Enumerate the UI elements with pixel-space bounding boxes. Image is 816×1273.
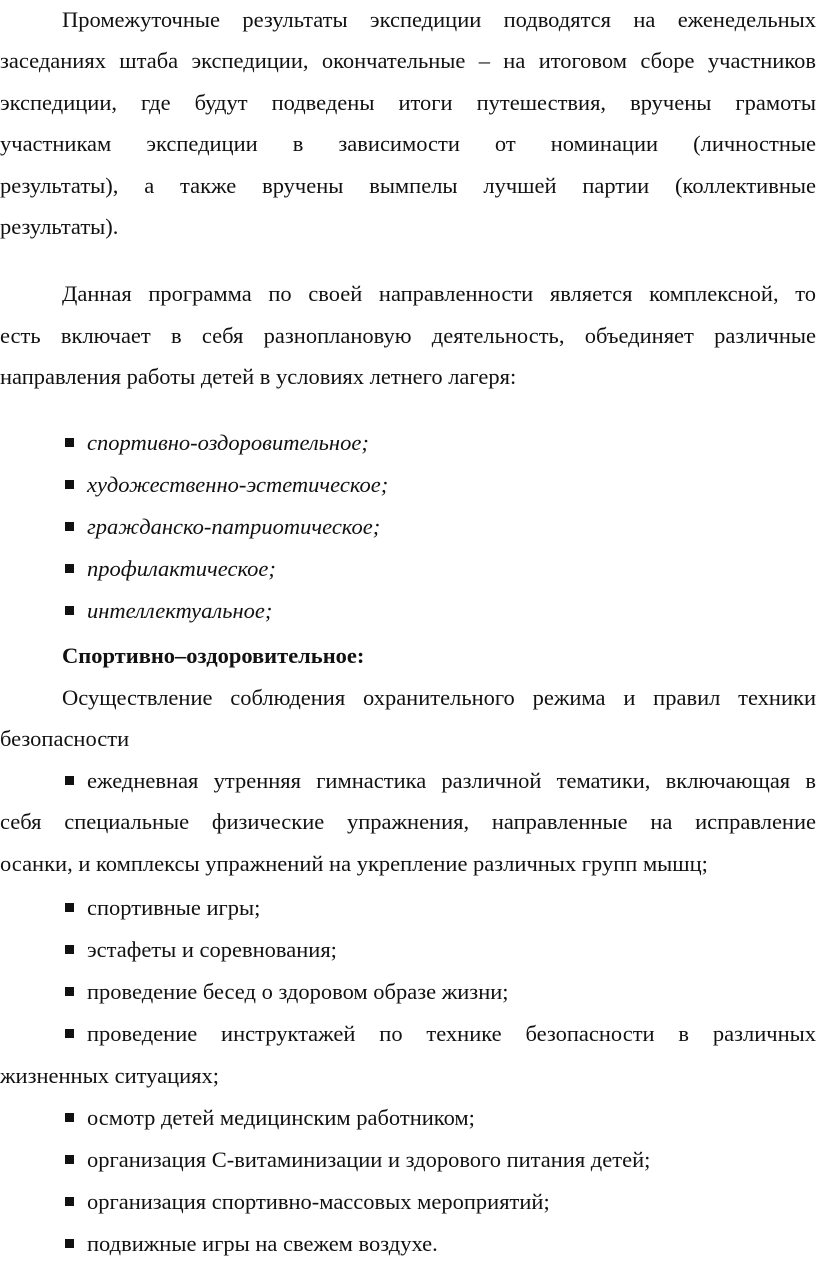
list-item: проведение бесед о здоровом образе жизни;: [0, 977, 816, 1007]
list-item: осмотр детей медицинским работником;: [0, 1103, 816, 1133]
list-item: художественно-эстетическое;: [0, 470, 816, 500]
list-item: профилактическое;: [0, 554, 816, 584]
list-item: организация С-витаминизации и здорового питания детей;: [0, 1145, 816, 1175]
list-item-continuation: себя специальные физические упражнения, направленные на исправление: [0, 809, 816, 834]
list-item: спортивные игры;: [0, 893, 816, 923]
paragraph-line: есть включает в себя разноплановую деятельность, объединяет различные: [0, 323, 816, 348]
list-item: ежедневная утренняя гимнастика различной тематики, включающая в: [0, 766, 816, 796]
paragraph-line: заседаниях штаба экспедиции, окончательные – на итоговом сборе участников: [0, 48, 816, 73]
paragraph-line: результаты).: [0, 214, 119, 239]
list-item-continuation: осанки, и комплексы упражнений на укрепление различных групп мышц;: [0, 851, 708, 876]
paragraph-line: безопасности: [0, 726, 130, 751]
list-item: спортивно-оздоровительное;: [0, 428, 816, 458]
paragraph-line: экспедиции, где будут подведены итоги путешествия, вручены грамоты: [0, 90, 816, 115]
list-item: подвижные игры на свежем воздухе.: [0, 1229, 816, 1259]
list-item: интеллектуальное;: [0, 596, 816, 626]
paragraph-line: результаты), а также вручены вымпелы лучшей партии (коллективные: [0, 173, 816, 198]
list-item-continuation: жизненных ситуациях;: [0, 1063, 220, 1088]
list-item: организация спортивно-массовых мероприятий;: [0, 1187, 816, 1217]
paragraph-line: Промежуточные результаты экспедиции подводятся на еженедельных: [62, 7, 816, 32]
paragraph-line: Осуществление соблюдения охранительного режима и правил техники: [62, 685, 816, 710]
list-item: гражданско-патриотическое;: [0, 512, 816, 542]
list-item: эстафеты и соревнования;: [0, 935, 816, 965]
paragraph-line: Данная программа по своей направленности является комплексной, то: [62, 281, 816, 306]
section-heading: Спортивно–оздоровительное:: [62, 643, 365, 668]
paragraph-line: участникам экспедиции в зависимости от номинации (личностные: [0, 131, 816, 156]
list-item: проведение инструктажей по технике безопасности в различных: [0, 1019, 816, 1049]
paragraph-line: направления работы детей в условиях летнего лагеря:: [0, 364, 517, 389]
